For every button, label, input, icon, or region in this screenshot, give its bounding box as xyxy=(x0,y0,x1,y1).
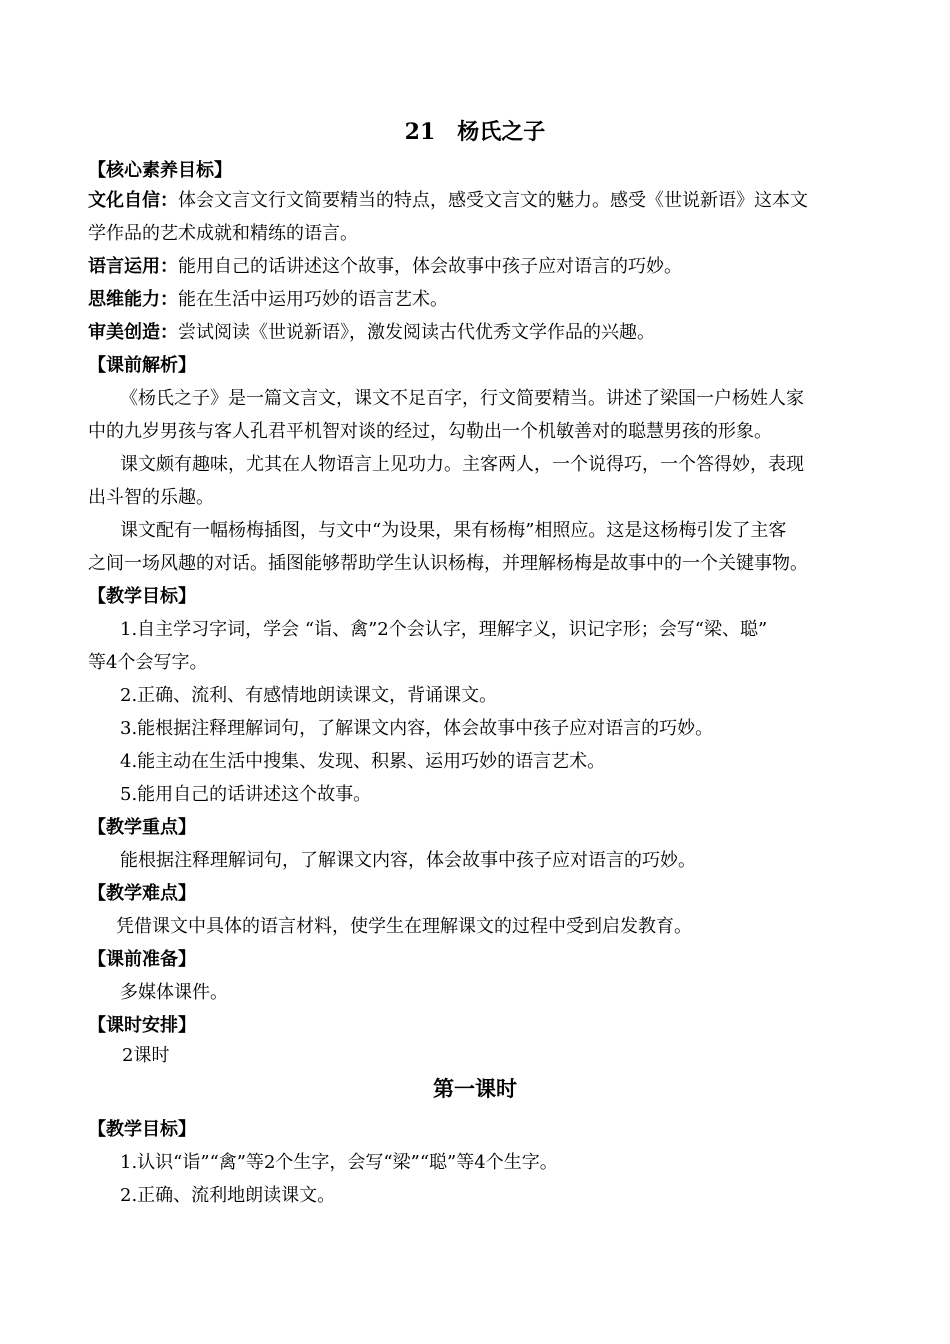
core-goal-line xyxy=(88,287,858,313)
lesson-title: 杨氏之子 xyxy=(457,119,546,145)
analysis-line: 课文颇有趣味，尤其在人物语言上见功力。主客两人，一个说得巧，一个答得妙，表现 xyxy=(120,454,804,475)
lesson-one-goal-line: 1.认识“诣”“禽”等2个生字，会写“梁”“聪”等4个生字。 xyxy=(120,1152,558,1173)
goal-line: 3.能根据注释理解词句，了解课文内容，体会故事中孩子应对语言的巧妙。 xyxy=(120,718,714,739)
heading-core-goals: 【核心素养目标】 xyxy=(88,160,232,181)
heading-teaching-goals: 【教学目标】 xyxy=(88,586,196,607)
schedule-text: 2课时 xyxy=(122,1045,170,1066)
goal-line: 2.正确、流利、有感情地朗读课文，背诵课文。 xyxy=(120,685,498,706)
heading-difficult-points: 【教学难点】 xyxy=(88,883,196,904)
core-goal-text: 学作品的艺术成就和精练的语言。 xyxy=(88,223,358,244)
core-goal-line xyxy=(88,221,858,247)
core-goal-line xyxy=(88,254,858,280)
core-goal-text: 尝试阅读《世说新语》，激发阅读古代优秀文学作品的兴趣。 xyxy=(178,322,655,343)
goal-line: 1.自主学习字词，学会 “诣、禽”2个会认字，理解字义，识记字形；会写“梁、聪” xyxy=(120,619,768,640)
goal-line: 等4个会写字。 xyxy=(88,652,208,673)
goal-line: 4.能主动在生活中搜集、发现、积累、运用巧妙的语言艺术。 xyxy=(120,751,606,772)
heading-preparation: 【课前准备】 xyxy=(88,949,196,970)
core-goal-label: 语言运用： xyxy=(88,256,178,277)
lesson-one-goal-line: 2.正确、流利地朗读课文。 xyxy=(120,1185,336,1206)
core-goal-text: 体会文言文行文简要精当的特点，感受文言文的魅力。感受《世说新语》这本文 xyxy=(178,190,808,211)
heading-key-points: 【教学重点】 xyxy=(88,817,196,838)
heading-analysis: 【课前解析】 xyxy=(88,355,196,376)
core-goal-line xyxy=(88,188,858,214)
lesson-one-title: 第一课时 xyxy=(433,1076,517,1101)
core-goal-text: 能在生活中运用巧妙的语言艺术。 xyxy=(178,289,448,310)
analysis-line: 课文配有一幅杨梅插图，与文中“为设果，果有杨梅”相照应。这是这杨梅引发了主客 xyxy=(120,520,787,541)
analysis-line: 之间一场风趣的对话。插图能够帮助学生认识杨梅，并理解杨梅是故事中的一个关键事物。 xyxy=(88,553,808,574)
goal-line: 5.能用自己的话讲述这个故事。 xyxy=(120,784,372,805)
lesson-number: 21 xyxy=(404,119,436,145)
preparation-text: 多媒体课件。 xyxy=(120,982,228,1003)
heading-lesson-one-goals: 【教学目标】 xyxy=(88,1119,196,1140)
difficult-points-text: 凭借课文中具体的语言材料，使学生在理解课文的过程中受到启发教育。 xyxy=(116,916,692,937)
heading-schedule: 【课时安排】 xyxy=(88,1015,196,1036)
key-points-text: 能根据注释理解词句，了解课文内容，体会故事中孩子应对语言的巧妙。 xyxy=(120,850,696,871)
analysis-line: 《杨氏之子》是一篇文言文，课文不足百字，行文简要精当。讲述了梁国一户杨姓人家 xyxy=(120,388,804,409)
core-goal-text: 能用自己的话讲述这个故事，体会故事中孩子应对语言的巧妙。 xyxy=(178,256,682,277)
analysis-line: 出斗智的乐趣。 xyxy=(88,487,214,508)
core-goal-line xyxy=(88,320,858,346)
page-title xyxy=(0,116,950,148)
analysis-line: 中的九岁男孩与客人孔君平机智对谈的经过，勾勒出一个机敏善对的聪慧男孩的形象。 xyxy=(88,421,772,442)
core-goal-label: 审美创造： xyxy=(88,322,178,343)
core-goal-label: 思维能力： xyxy=(88,289,178,310)
core-goal-label: 文化自信： xyxy=(88,190,178,211)
